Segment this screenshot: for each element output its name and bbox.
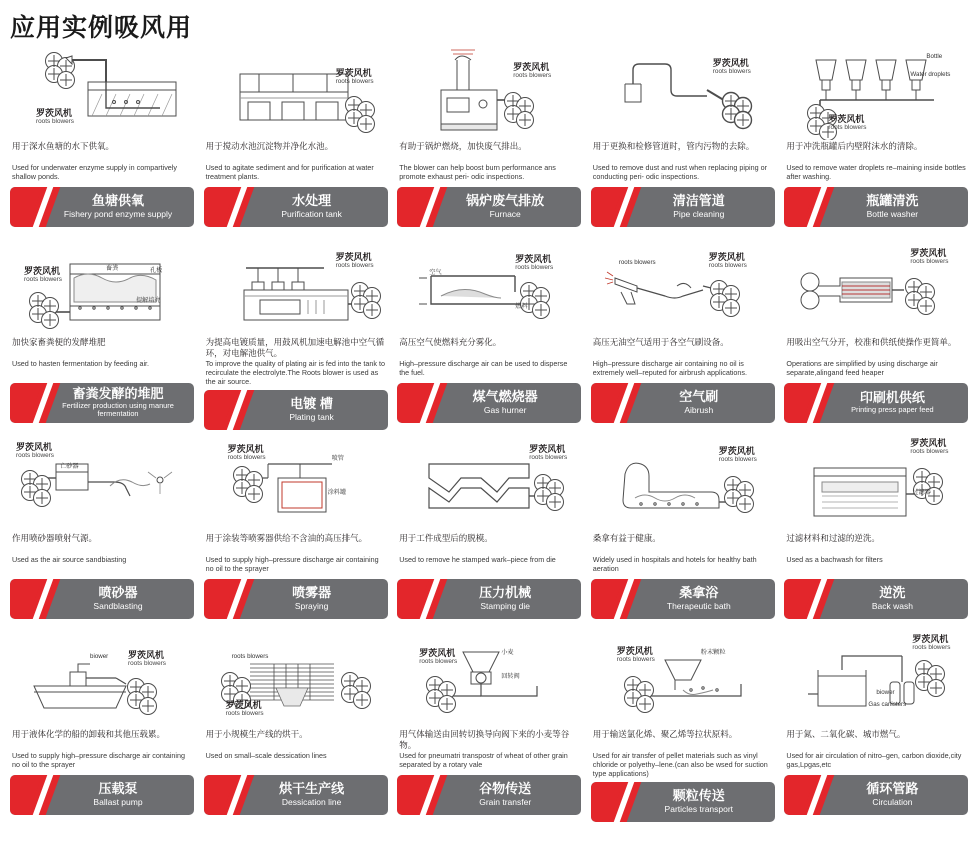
caption-cn: 用于涂装等喷雾器供给不含油的高压排气。 [205,533,368,543]
blower-label: 罗茨风机 roots blowers [616,646,655,664]
title-cn: 煤气燃烧器 [472,389,538,405]
title-cn: 颗粒传送 [672,788,725,804]
example-card[interactable] [782,46,970,242]
illustration-bottle-washer [784,46,968,140]
title-en: Plating tank [289,412,334,423]
title-en: Circulation [872,797,913,808]
caption-cn: 用于氮、二氧化碳、城市燃气。 [786,729,906,739]
label-bar[interactable] [10,775,194,815]
label-bar[interactable] [397,383,581,423]
blower-label: 罗茨风机 roots blowers [335,252,374,270]
label-bar[interactable] [784,579,968,619]
title-en: Particles transport [664,804,734,815]
caption-en: The blower can help boost burn performance ans promote exhaust peri- odic inspections. [399,163,556,181]
blower-label: 罗茨风机 roots blowers [24,266,63,284]
caption-cn: 作用喷砂器喷射气源。 [12,533,98,543]
blower-label: 罗茨风机 roots blowers [529,444,568,462]
fuel-label: 燃料 [515,303,528,310]
blower-label: 罗茨风机 roots blowers [515,254,554,272]
label-bar[interactable] [397,187,581,227]
blower-label: 罗茨风机 roots blowers [912,634,951,652]
blower-label: 罗茨风机 roots blowers [36,108,75,126]
example-card[interactable] [589,634,777,830]
title-cn: 压载泵 [98,781,138,797]
label-bar[interactable] [204,775,388,815]
caption-cn: 用于小规模生产线的烘干。 [205,729,308,739]
caption-en: Used to remove water droplets re–maining inside bottles after washing. [786,163,966,181]
illustration-pipe-cleaning [591,46,775,140]
title-en: Printing press paper feed [851,405,934,415]
example-card[interactable] [782,634,970,830]
title-en: Gas hurner [483,405,527,416]
caption-en: Used to supply high–pressure discharge air containing no oil to the sprayer [205,555,379,573]
title-en: Spraying [294,601,329,612]
caption-cn: 高压空气使燃料充分雾化。 [399,337,502,347]
label-bar[interactable] [10,383,194,423]
example-card[interactable] [8,242,196,438]
example-card[interactable] [395,438,583,634]
blower-label: 罗茨风机 roots blowers [419,648,458,666]
caption-cn: 过滤材料和过滤的逆洗。 [786,533,880,543]
title-en: Furnace [489,209,521,220]
example-card[interactable] [782,242,970,438]
title-en: Fertilizer production using manure fermentation [62,400,174,419]
illustration-particles-transport [591,634,775,728]
title-cn: 喷砂器 [98,585,138,601]
title-en: Bottle washer [866,209,919,220]
title-en: Fishery pond enzyme supply [63,209,173,220]
blower-label: 罗茨风机 roots blowers [718,446,757,464]
blower-label: 罗茨风机 roots blowers [16,442,55,460]
page-title: 应用实例吸风用 [10,14,193,42]
water-droplets-label: Water droplets [910,71,951,78]
caption-cn: 用气体输送由回转切换导向阀下来的小麦等谷物。 [399,729,570,750]
note-label: 提解培亮 [136,297,161,304]
label-bar[interactable] [591,383,775,423]
label-bar[interactable] [10,579,194,619]
gas-canisters-label: Gas canisters [868,701,907,708]
caption-cn: 用于输送氯化烯、聚乙烯等拉状原料。 [592,729,738,739]
label-bar[interactable] [10,187,194,227]
blower-label: 罗茨风机 roots blowers [708,252,747,270]
blower-label: 罗茨风机 roots blowers [513,62,552,80]
title-cn: 谷物传送 [479,781,532,797]
example-card[interactable] [8,438,196,634]
title-cn: 清洁管道 [672,193,725,209]
example-card[interactable] [589,46,777,242]
caption-en: Used to remove he stamped wark–piece from die [399,555,556,564]
caption-en: Used to agitate sediment and for purification at water treatment plants. [205,163,374,181]
filter-label: 过滤器 [912,489,931,496]
caption-en: Used for underwater enzyme supply in compartively shallow ponds. [12,163,177,181]
caption-cn: 桑拿有益于健康。 [592,533,661,543]
title-cn: 电镀 槽 [290,396,333,412]
label-bar[interactable] [204,390,388,430]
powder-pellet-label: 粉末颗粒 [700,649,726,656]
illustration-fertilizer [10,242,194,336]
caption-en: Widely used in hospitals and hotels for healthy bath aeration [592,555,757,573]
air-label: 空气 [429,269,442,276]
illustration-ballast-pump [10,634,194,728]
example-card[interactable] [395,242,583,438]
wheat-label: 小麦 [501,649,514,656]
blower-label-en-left: roots blowers [618,259,656,266]
blower-label-en-left: roots blowers [231,653,269,660]
title-cn: 空气刷 [679,389,719,405]
example-card[interactable] [395,46,583,242]
bottle-label: Bottle [926,53,943,60]
label-bar[interactable] [397,579,581,619]
blower-text-label: biower [90,653,109,660]
title-cn: 瓶罐清洗 [866,193,919,209]
label-bar[interactable] [204,579,388,619]
example-card[interactable] [8,634,196,830]
title-en: Sandblasting [93,601,143,612]
illustration-dessication-line [204,634,388,728]
illustration-circulation [784,634,968,728]
label-bar[interactable] [397,775,581,815]
caption-cn: 用于冲洗瓶罐后内壁附沫水的清除。 [786,141,923,151]
example-card[interactable] [589,242,777,438]
caption-cn: 用吸出空气分开，校准和供纸使操作更简单。 [786,337,957,347]
caption-en: Used to hasten fermentation by feeding air. [12,359,150,368]
caption-cn: 有助于锅炉燃烧，加快废气排出。 [399,141,527,151]
sand-tank-label: 亡砂器 [60,463,79,470]
illustration-plating-tank [204,242,388,336]
label-bar[interactable] [591,579,775,619]
blower-label: 罗茨风机 roots blowers [335,68,374,86]
example-card[interactable] [202,634,390,830]
illustration-grain-transfer [397,634,581,728]
illustration-purification-tank [204,46,388,140]
illustration-sandblasting [10,438,194,532]
caption-en: Used as the air source sandbiasting [12,555,127,564]
caption-en: Used for pneumatri transpostr of wheat of other grain separated by a rotary vale [399,751,568,769]
illustration-printing-press [784,242,968,336]
blower-label: 罗茨风机 roots blowers [910,248,949,266]
example-card[interactable] [202,438,390,634]
illustration-airbrush [591,242,775,336]
caption-cn: 为提高电镀质量，用鼓风机加速电解池中空气循环，对电解池供气。 [205,337,385,358]
blower-label: 罗茨风机 roots blowers [225,700,264,718]
label-bar[interactable] [591,782,775,822]
title-cn: 印刷机供纸 [859,390,925,406]
examples-grid [0,44,980,830]
example-card[interactable] [589,438,777,634]
manure-label: 畜粪 [106,265,119,272]
title-cn: 循环管路 [866,781,919,797]
illustration-back-wash [784,438,968,532]
example-card[interactable] [395,634,583,830]
blower-label: 罗茨风机 roots blowers [227,444,266,462]
label-bar[interactable] [204,187,388,227]
blower-label: 罗茨风机 roots blowers [712,58,751,76]
title-en: Therapeutic bath [666,601,731,612]
title-en: Ballast pump [93,797,143,808]
title-cn: 鱼塘供氧 [91,193,144,209]
caption-en: Used for air circulation of nitro–gen, carbon dioxide,city gas,Lpgas,etc [786,751,962,769]
example-card[interactable] [202,46,390,242]
title-en: Back wash [871,601,913,612]
example-card[interactable] [782,438,970,634]
illustration-gas-burner [397,242,581,336]
title-cn: 桑拿浴 [679,585,719,601]
caption-en: High–pressure discharge air can be used to disperse the fuel. [399,359,568,377]
caption-en: Used as a bachwash for filters [786,555,883,564]
title-cn: 逆洗 [879,585,906,601]
caption-en: Used to supply high–pressure discharge air containing no oil to the sprayer [12,751,186,769]
title-en: Stamping die [480,601,530,612]
title-en: Grain transfer [479,797,532,808]
caption-en: Used for air transfer of pellet materials such as vinyl chloride or polyethy–lene.(can also be wsed for suction type applications) [592,751,768,778]
illustration-stamping-die [397,438,581,532]
perforated-plate-label: 孔板 [150,267,163,274]
illustration-furnace [397,46,581,140]
caption-cn: 用于更换和检修管道时，管内污物的去除。 [592,141,755,151]
label-bar[interactable] [784,775,968,815]
illustration-fishery-pond [10,46,194,140]
illustration-spraying [204,438,388,532]
title-en: Purification tank [281,209,342,220]
label-bar[interactable] [784,187,968,227]
caption-cn: 用于搅动水池沉淀物并净化水池。 [205,141,334,151]
title-en: Pipe cleaning [673,209,725,220]
blower-label: 罗茨风机 roots blowers [128,650,167,668]
title-cn: 喷雾器 [292,585,332,601]
blower-label: 罗茨风机 roots blowers [828,114,867,132]
caption-cn: 高压无油空气适用于各空气刷设备。 [592,337,729,347]
paint-tank-label: 涂料罐 [327,489,347,496]
illustration-therapeutic-bath [591,438,775,532]
example-card[interactable] [202,242,390,438]
caption-en: Used to remove dust and rust when replacing piping or conducting peri- odic inspections. [592,163,767,181]
caption-en: Operations are simplified by using discharge air separate,alingand feed heaper [786,359,938,377]
title-cn: 畜粪发酵的堆肥 [72,385,164,401]
caption-cn: 用于深水鱼塘的水下供氧。 [12,141,115,151]
caption-en: Used on small–scale dessication lines [205,751,327,760]
caption-en: High–pressure discharge air containing no oil is extremely well–reputed for airbrush applications. [592,359,748,377]
title-cn: 烘干生产线 [279,781,345,797]
title-cn: 水处理 [292,193,332,209]
example-card[interactable] [8,46,196,242]
blower-text-label: biower [876,689,895,696]
label-bar[interactable] [784,383,968,423]
blower-label: 罗茨风机 roots blowers [910,438,949,456]
rotary-valve-label: 回转阀 [501,673,520,680]
spray-pipe-label: 喷管 [331,455,344,462]
title-cn: 压力机械 [479,585,532,601]
title-cn: 锅炉废气排放 [466,193,545,209]
label-bar[interactable] [591,187,775,227]
caption-cn: 用于液体化学的船的卸载和其他压载累。 [12,729,166,739]
title-en: Dessication line [281,797,342,808]
title-en: Aibrush [684,405,714,416]
caption-cn: 加快家畜粪便的发酵堆肥 [12,337,106,347]
caption-en: To improve the quality of plating air is fed into the tank to recirculate the electrolyte.The Roots blower is used as the air source. [205,359,385,386]
caption-cn: 用于工件成型后的脱模。 [399,533,493,543]
